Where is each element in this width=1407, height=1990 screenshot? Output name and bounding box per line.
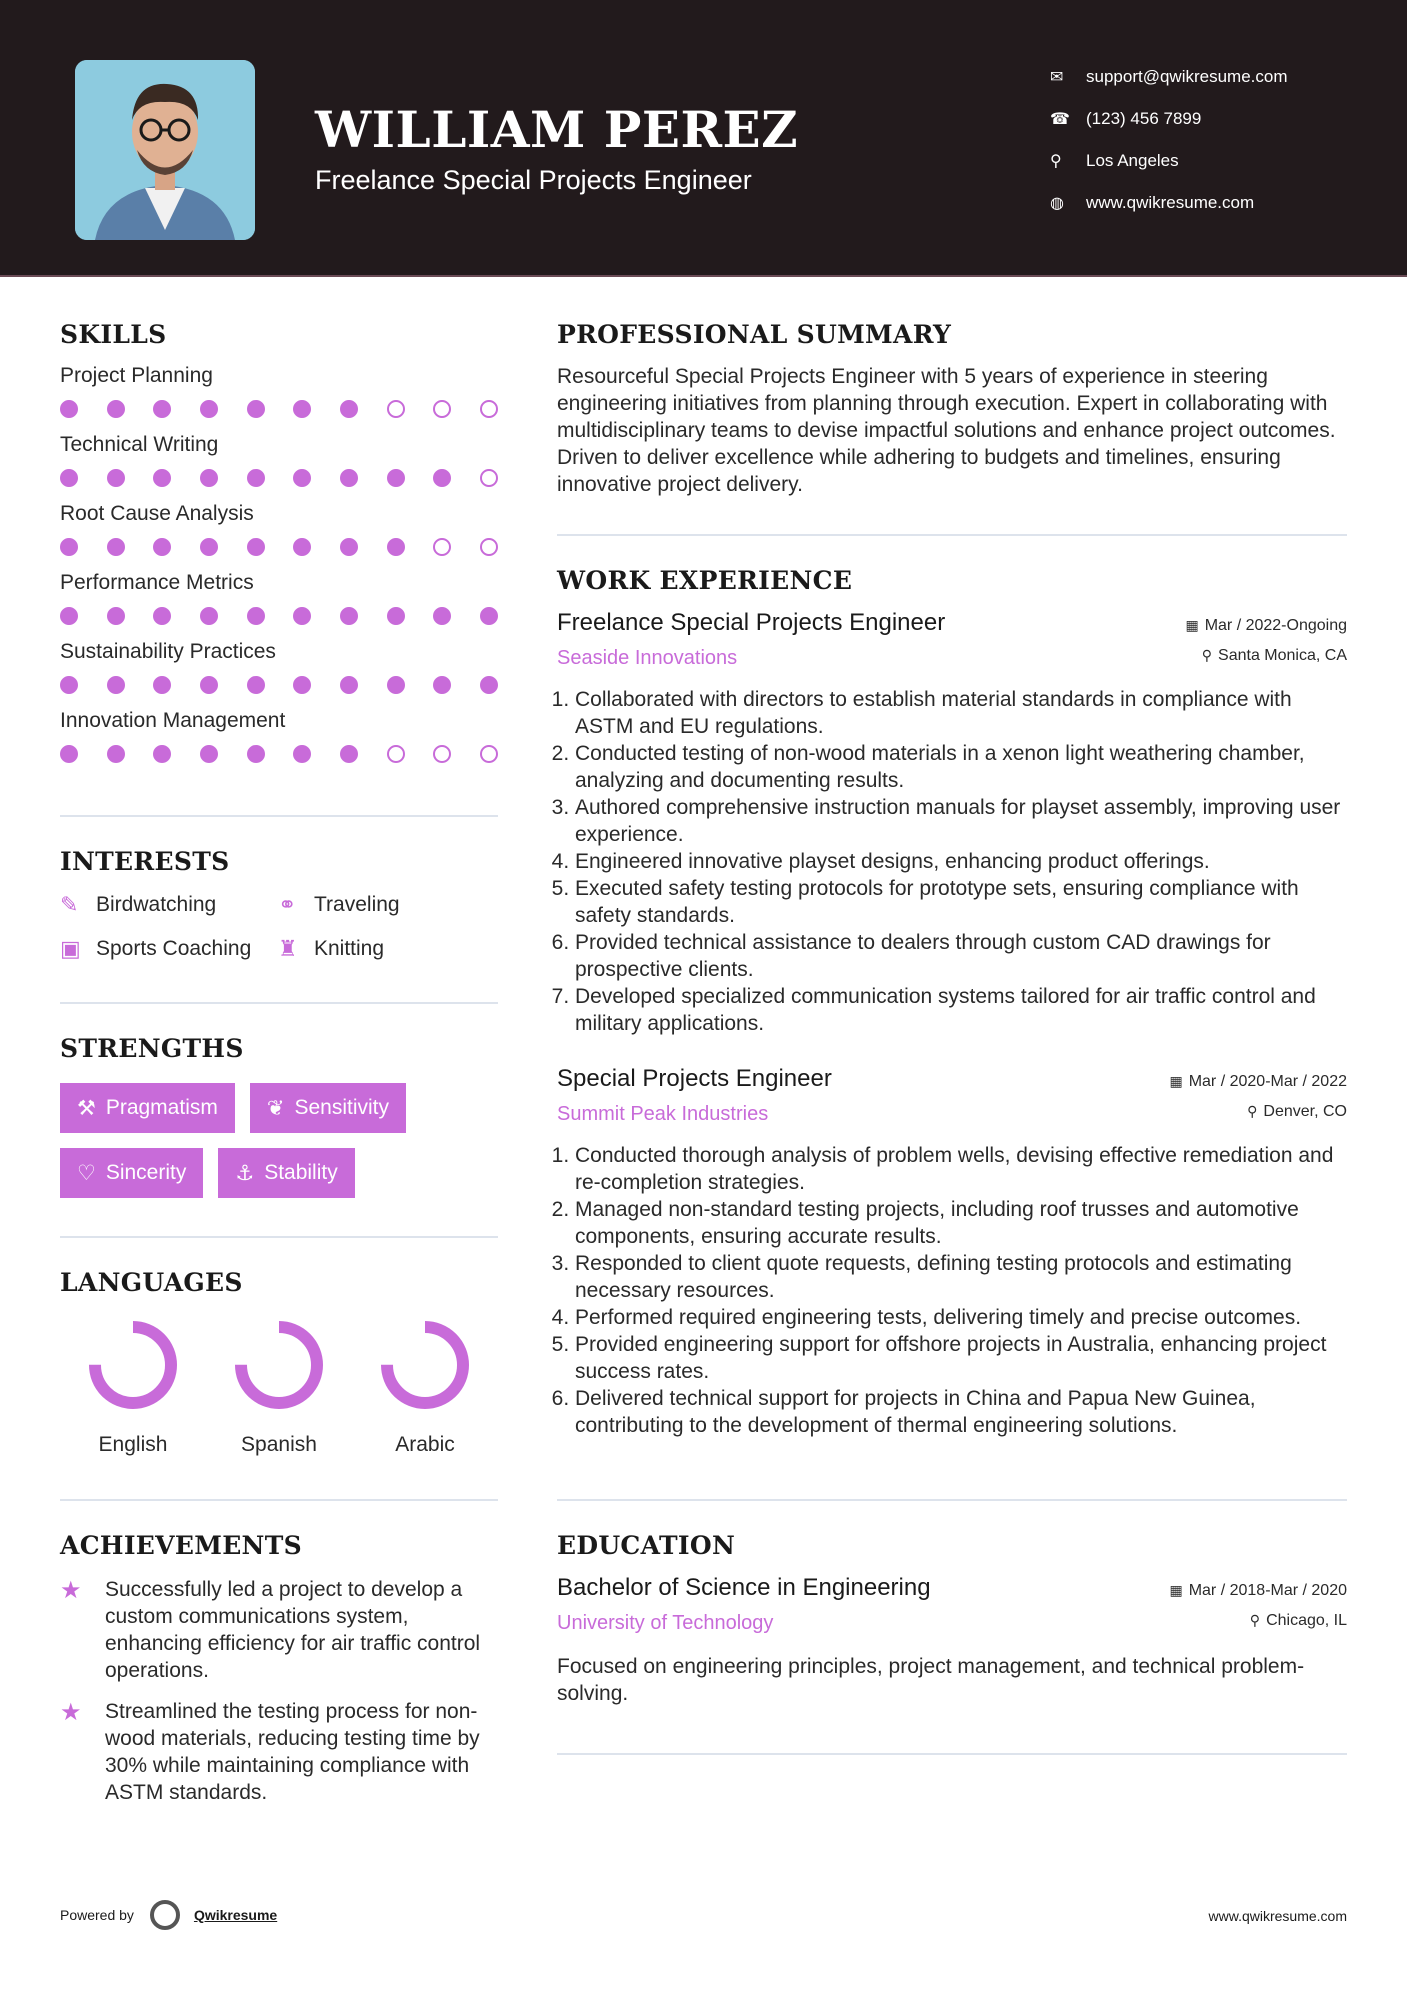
contact-phone[interactable]: ☎ (123) 456 7899: [1050, 109, 1202, 128]
experience-heading: WORK EXPERIENCE: [557, 566, 853, 595]
rating-dot: [433, 469, 451, 487]
rating-dot: [340, 676, 358, 694]
strengths-heading: STRENGTHS: [60, 1034, 244, 1063]
strengths-list: [60, 1083, 498, 1198]
education-date: ▦ Mar / 2018-Mar / 2020: [1169, 1582, 1347, 1599]
education-location: ⚲ Chicago, IL: [1249, 1612, 1347, 1629]
interests-section: [60, 847, 498, 962]
duty-item: 3. Authored comprehensive instruction manuals for playset assembly, improving user experience.: [575, 794, 1347, 848]
skill-rating: [60, 538, 498, 556]
profile-photo-illustration: [75, 60, 255, 240]
interest-item: ▣ Sports Coaching: [60, 936, 252, 961]
rating-dot: [107, 469, 125, 487]
rating-dot: [293, 676, 311, 694]
duty-item: 6. Provided technical assistance to dealers through custom CAD drawings for prospective clients.: [575, 929, 1347, 983]
brand-link[interactable]: Qwikresume: [193, 1907, 278, 1923]
rating-dot: [480, 607, 498, 625]
rating-dot: [153, 745, 171, 763]
rating-dot: [60, 607, 78, 625]
rating-dot: [60, 538, 78, 556]
mail-icon: ✉: [1050, 69, 1064, 86]
skill-rating: [60, 745, 498, 763]
rating-dot: [200, 469, 218, 487]
duty-item: 4. Engineered innovative playset designs, enhancing product offerings.: [575, 848, 1347, 875]
job-location: ⚲ Denver, CO: [1247, 1103, 1347, 1120]
skill-name: Performance Metrics: [60, 571, 254, 594]
phone-icon: ☎: [1050, 111, 1070, 128]
education-section: [557, 1531, 1347, 1707]
footer-url[interactable]: www.qwikresume.com: [1208, 1908, 1347, 1924]
rating-dot: [200, 538, 218, 556]
rating-dot: [433, 538, 451, 556]
skill-name: Sustainability Practices: [60, 640, 276, 663]
job-date: ▦ Mar / 2022-Ongoing: [1185, 617, 1347, 634]
skill-rating: [60, 676, 498, 694]
languages-heading: LANGUAGES: [60, 1268, 243, 1297]
right-column: [557, 320, 1347, 1755]
rating-dot: [247, 676, 265, 694]
rating-dot: [293, 538, 311, 556]
language-gauge: [379, 1319, 471, 1411]
contact-website[interactable]: ◍ www.qwikresume.com: [1050, 193, 1255, 212]
language-label: Arabic: [395, 1433, 455, 1456]
strength-tag: ⚓ Stability: [218, 1148, 354, 1198]
strength-tag: ⚒ Pragmatism: [60, 1083, 235, 1133]
strength-tag: ❦ Sensitivity: [250, 1083, 406, 1133]
summary-section: [557, 320, 1347, 498]
rating-dot: [247, 400, 265, 418]
rating-dot: [340, 400, 358, 418]
interests-list: [60, 892, 498, 962]
rating-dot: [107, 745, 125, 763]
language-gauge: [233, 1319, 325, 1411]
duty-item: 1. Collaborated with directors to establish material standards in compliance with ASTM and EU regulations.: [575, 686, 1347, 740]
duties-list: [557, 1142, 1347, 1439]
location-pin-icon: ⚲: [1050, 153, 1062, 170]
language-gauge-arc: [387, 1327, 463, 1403]
languages-section: [60, 1268, 498, 1457]
rating-dot: [480, 400, 498, 418]
strength-tag: ♡ Sincerity: [60, 1148, 203, 1198]
section-divider: [60, 815, 498, 817]
school-name: University of Technology: [557, 1612, 774, 1634]
candidate-name: WILLIAM PEREZ: [315, 100, 799, 159]
rating-dot: [60, 745, 78, 763]
pin-icon: ⚲: [1249, 1612, 1261, 1628]
contact-email[interactable]: ✉ support@qwikresume.com: [1050, 67, 1288, 86]
skill-rating: [60, 400, 498, 418]
contact-location: ⚲ Los Angeles: [1050, 151, 1179, 170]
pin-icon: ⚲: [1247, 1103, 1258, 1119]
job-entry: [557, 609, 1347, 1037]
duty-item: 2. Managed non-standard testing projects, including roof trusses and automotive components, ensuring accurate results.: [575, 1196, 1347, 1250]
rating-dot: [107, 607, 125, 625]
skill-rating: [60, 469, 498, 487]
calendar-icon: ▦: [1169, 1582, 1183, 1598]
language-gauge-arc: [95, 1327, 171, 1403]
pencil-icon: ✎: [60, 892, 79, 917]
summary-heading: PROFESSIONAL SUMMARY: [557, 320, 952, 349]
duty-item: 4. Performed required engineering tests, delivering timely and precise outcomes.: [575, 1304, 1347, 1331]
rating-dot: [387, 538, 405, 556]
duty-item: 7. Developed specialized communication systems tailored for air traffic control and military applications.: [575, 983, 1347, 1037]
rating-dot: [200, 676, 218, 694]
rating-dot: [293, 469, 311, 487]
rating-dot: [200, 607, 218, 625]
experience-section: [557, 566, 1347, 1439]
profile-photo: [75, 60, 255, 240]
rating-dot: [153, 676, 171, 694]
rating-dot: [433, 607, 451, 625]
skill-name: Root Cause Analysis: [60, 502, 254, 525]
resume-header: [0, 0, 1407, 277]
duty-item: 5. Provided engineering support for offshore projects in Australia, enhancing project success rates.: [575, 1331, 1347, 1385]
rating-dot: [153, 400, 171, 418]
duty-item: 3. Responded to client quote requests, defining testing protocols and estimating necessary resources.: [575, 1250, 1347, 1304]
rating-dot: [107, 538, 125, 556]
rating-dot: [387, 745, 405, 763]
rating-dot: [107, 400, 125, 418]
rating-dot: [480, 538, 498, 556]
calendar-icon: ▦: [1169, 1073, 1183, 1089]
education-heading: EDUCATION: [557, 1531, 736, 1560]
degree-title: Bachelor of Science in Engineering: [557, 1574, 931, 1601]
skill-name: Innovation Management: [60, 709, 286, 732]
candidate-title: Freelance Special Projects Engineer: [315, 165, 752, 195]
briefcase-icon: ▣: [60, 936, 81, 961]
rating-dot: [387, 400, 405, 418]
duty-item: 1. Conducted thorough analysis of problem wells, devising effective remediation and re-completion strategies.: [575, 1142, 1347, 1196]
job-entry: [557, 1065, 1347, 1439]
rating-dot: [480, 469, 498, 487]
section-divider: [557, 1499, 1347, 1501]
company-name: Seaside Innovations: [557, 647, 738, 669]
trophy-icon: ♜: [278, 936, 298, 961]
languages-list: [60, 1319, 498, 1457]
rating-dot: [387, 676, 405, 694]
rating-dot: [293, 607, 311, 625]
rating-dot: [340, 607, 358, 625]
skills-heading: SKILLS: [60, 320, 167, 349]
job-title: Freelance Special Projects Engineer: [557, 609, 946, 636]
rating-dot: [247, 538, 265, 556]
rating-dot: [153, 538, 171, 556]
rating-dot: [293, 400, 311, 418]
achievement-item: ★ Streamlined the testing process for non-wood materials, reducing testing time by 30% while maintaining compliance with ASTM standards.: [60, 1699, 480, 1804]
job-title: Special Projects Engineer: [557, 1065, 832, 1092]
rating-dot: [480, 676, 498, 694]
achievements-heading: ACHIEVEMENTS: [60, 1531, 302, 1560]
rating-dot: [60, 469, 78, 487]
language-item: [206, 1319, 352, 1457]
section-divider: [60, 1499, 498, 1501]
section-divider: [557, 1753, 1347, 1755]
interest-item: ♜ Knitting: [278, 936, 385, 961]
skills-list: [60, 364, 498, 763]
leaf-icon: ❦: [266, 1096, 285, 1120]
calendar-icon: ▦: [1185, 617, 1199, 633]
summary-text: Resourceful Special Projects Engineer with 5 years of experience in steering engineering initiatives from planning through execution. Expert in collaborating with multidisciplinary teams to devise impactful solutions and enhance project outcomes. Driven to deliver excellence while adhering to budgets and timelines, ensuring innovative project delivery.: [557, 365, 1336, 496]
rating-dot: [153, 607, 171, 625]
duty-item: 5. Executed safety testing protocols for prototype sets, ensuring compliance with safety standards.: [575, 875, 1347, 929]
duty-item: 6. Delivered technical support for projects in China and Papua New Guinea, contributing to the development of thermal engineering solutions.: [575, 1385, 1347, 1439]
globe-icon: ◍: [1050, 195, 1064, 212]
company-name: Summit Peak Industries: [557, 1103, 769, 1125]
rating-dot: [433, 400, 451, 418]
rating-dot: [340, 538, 358, 556]
gavel-icon: ⚒: [77, 1096, 96, 1120]
rating-dot: [480, 745, 498, 763]
interest-item: ⚭ Traveling: [278, 892, 400, 917]
section-divider: [60, 1002, 498, 1004]
rating-dot: [247, 469, 265, 487]
rating-dot: [107, 676, 125, 694]
contact-list: [1050, 56, 1288, 224]
binoculars-icon: ⚭: [278, 892, 297, 917]
rating-dot: [293, 745, 311, 763]
interest-item: ✎ Birdwatching: [60, 892, 217, 917]
footer-powered-by: Powered by Qwikresume: [60, 1900, 277, 1930]
qwikresume-logo-icon: [150, 1900, 180, 1930]
rating-dot: [60, 400, 78, 418]
rating-dot: [60, 676, 78, 694]
rating-dot: [433, 676, 451, 694]
language-item: [60, 1319, 206, 1457]
job-date: ▦ Mar / 2020-Mar / 2022: [1169, 1073, 1347, 1090]
language-gauge: [87, 1319, 179, 1411]
language-gauge-arc: [241, 1327, 317, 1403]
education-description: Focused on engineering principles, project management, and technical problem-solving.: [557, 1655, 1305, 1705]
rating-dot: [433, 745, 451, 763]
interests-heading: INTERESTS: [60, 847, 230, 876]
language-label: Spanish: [241, 1433, 317, 1456]
achievement-item: ★ Successfully led a project to develop a custom communications system, enhancing efficiency for air traffic control operations.: [60, 1577, 481, 1682]
duties-list: [557, 686, 1347, 1037]
rating-dot: [247, 745, 265, 763]
section-divider: [60, 1236, 498, 1238]
pin-icon: ⚲: [1201, 647, 1213, 663]
rating-dot: [340, 745, 358, 763]
left-column: [60, 320, 498, 1806]
achievements-section: [60, 1531, 498, 1806]
language-label: English: [98, 1433, 168, 1456]
language-item: [352, 1319, 498, 1457]
rating-dot: [340, 469, 358, 487]
job-location: ⚲ Santa Monica, CA: [1201, 647, 1347, 664]
star-icon: ★: [60, 1699, 82, 1726]
duty-item: 2. Conducted testing of non-wood materials in a xenon light weathering chamber, analyzing and documenting results.: [575, 740, 1347, 794]
skill-rating: [60, 607, 498, 625]
skill-name: Technical Writing: [60, 433, 219, 456]
skills-section: [60, 320, 498, 763]
rating-dot: [153, 469, 171, 487]
star-icon: ★: [60, 1577, 82, 1604]
rating-dot: [247, 607, 265, 625]
rating-dot: [387, 469, 405, 487]
rating-dot: [387, 607, 405, 625]
rating-dot: [200, 400, 218, 418]
strengths-section: [60, 1034, 498, 1198]
anchor-icon: ⚓: [235, 1161, 255, 1185]
rating-dot: [200, 745, 218, 763]
section-divider: [557, 534, 1347, 536]
skill-name: Project Planning: [60, 364, 213, 387]
heart-icon: ♡: [77, 1161, 96, 1185]
